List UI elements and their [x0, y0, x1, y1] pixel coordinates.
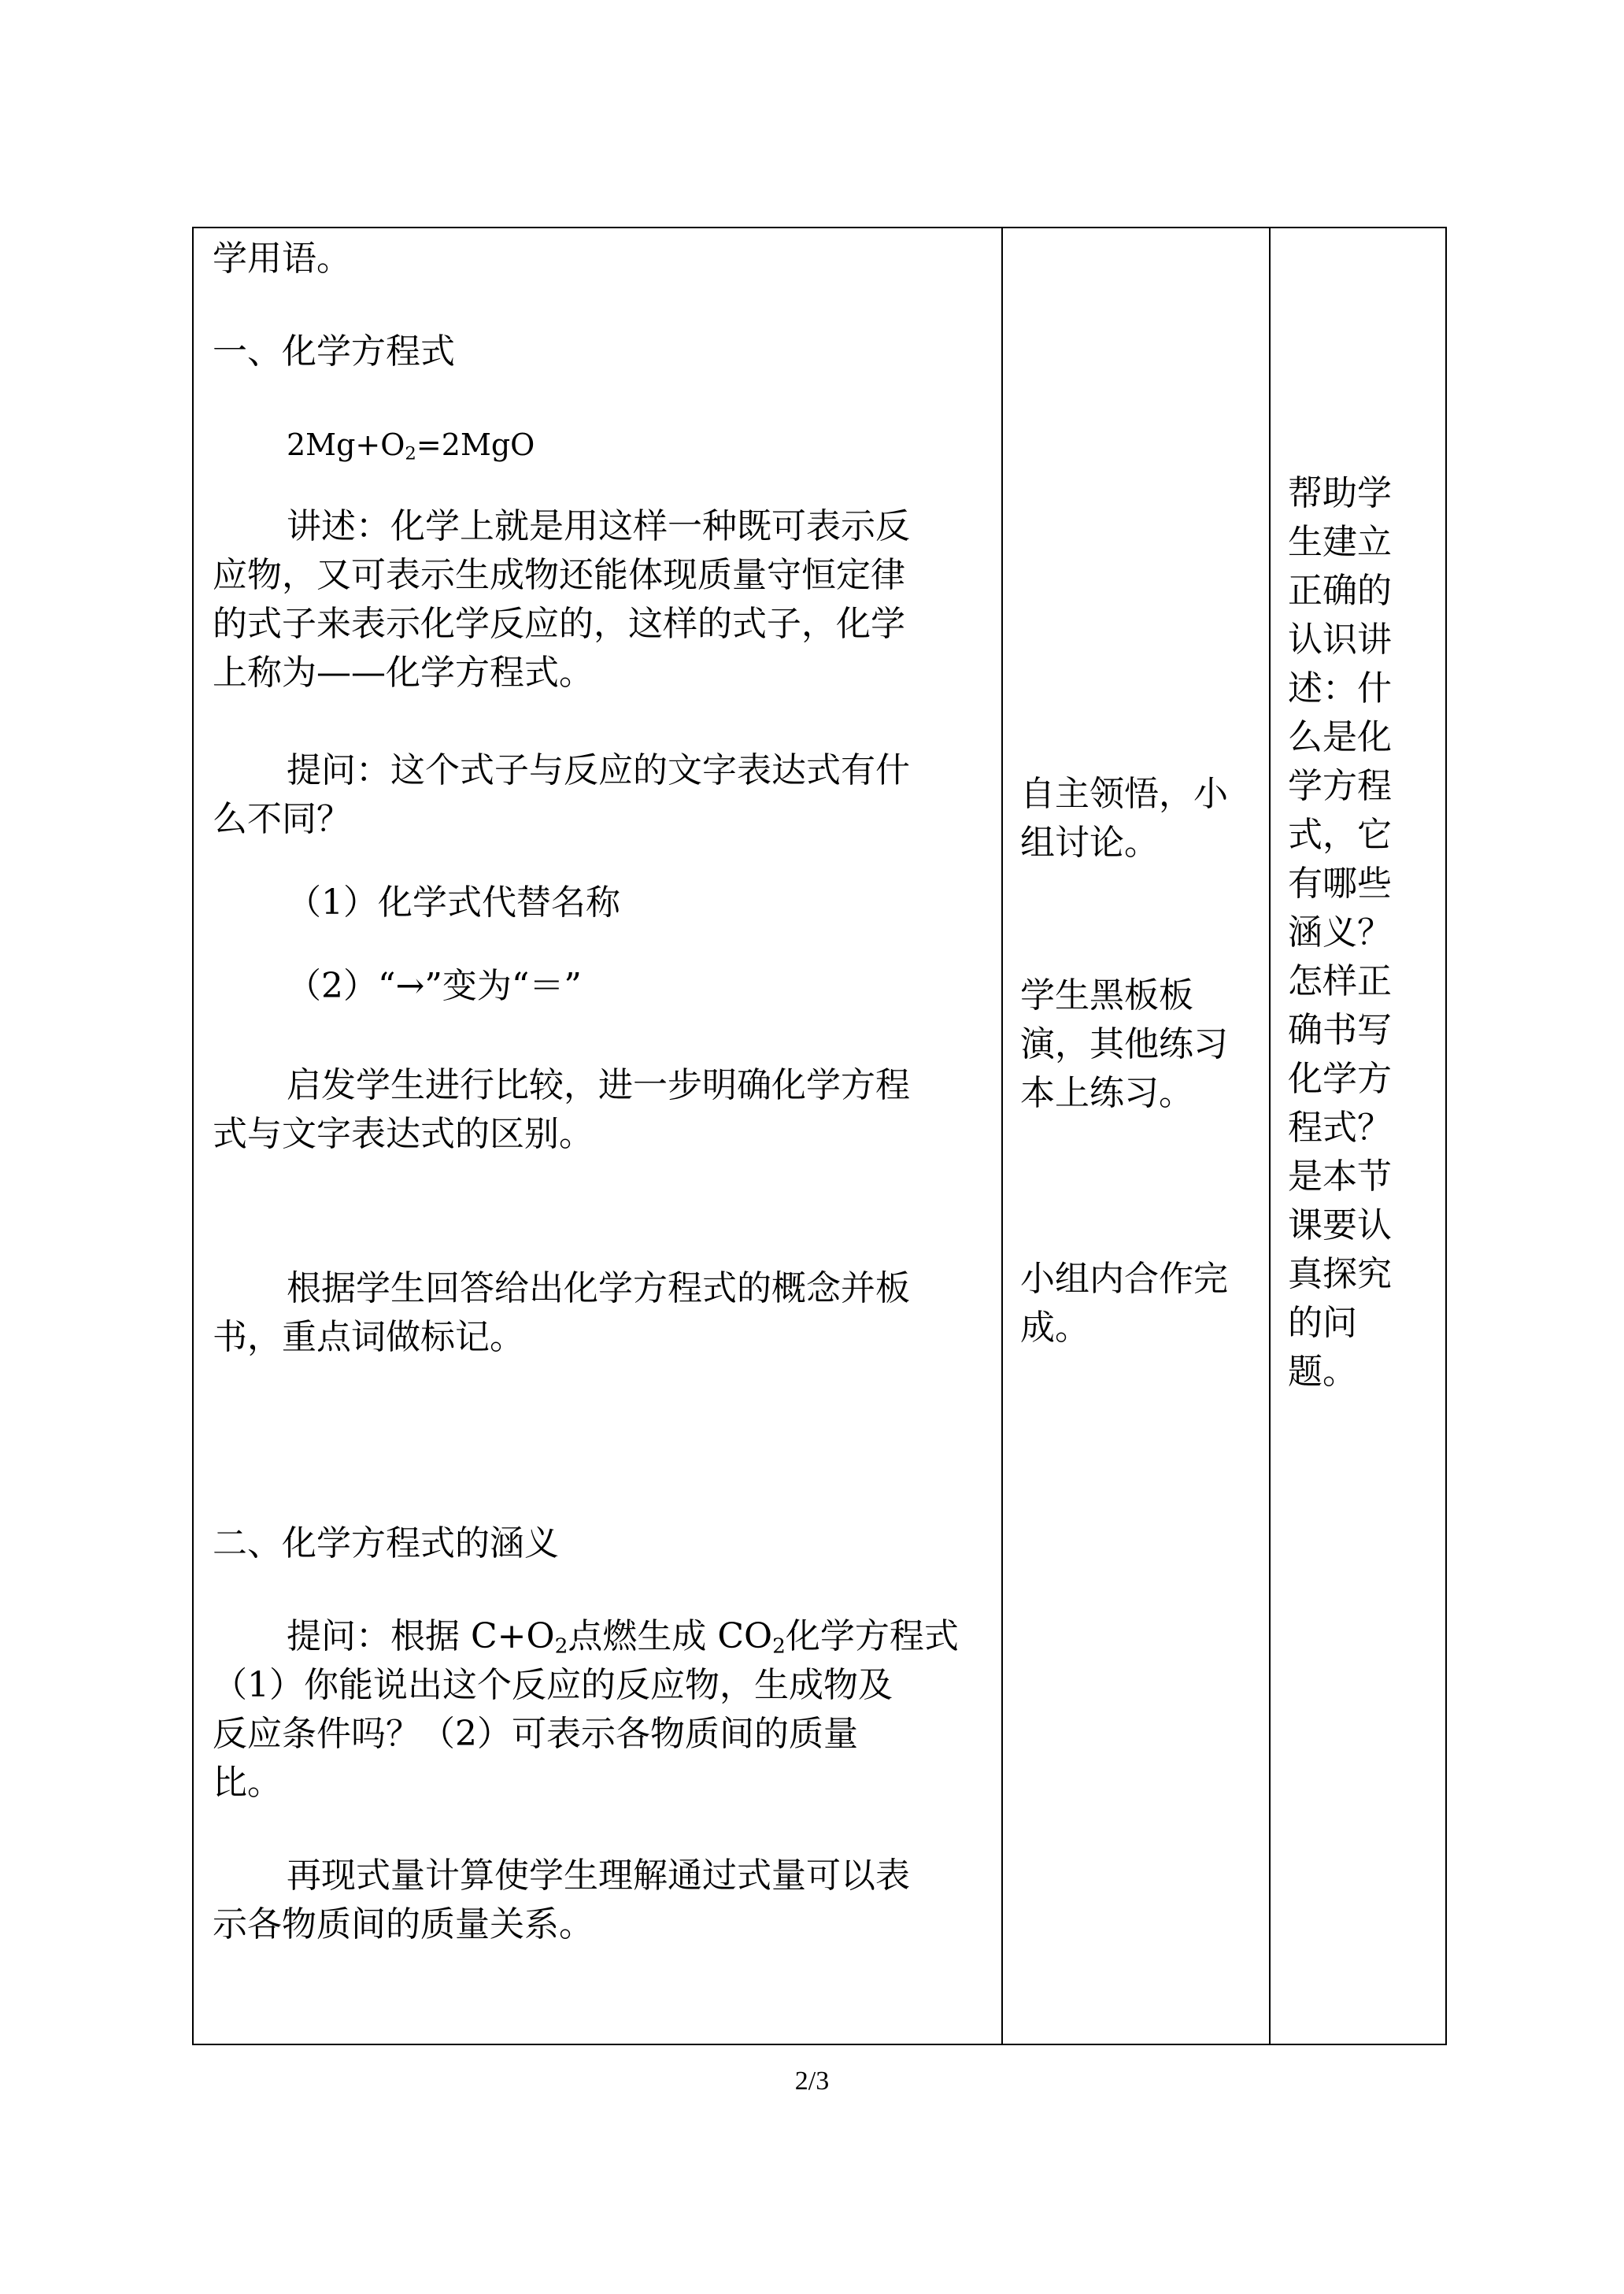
point-2: （2）“→”变为“＝” — [287, 966, 582, 1006]
point-1: （1）化学式代替名称 — [287, 882, 620, 923]
section-title-chemical-equation: 一、化学方程式 — [213, 331, 455, 372]
design-intent-column: 帮助学 生建立 正确的 认识讲 述：什 么是化 学方程 式，它 有哪些 涵义？ 怎样正 确书写 化学方 程式？ 是本节 课要认 真探究 的问 题。 — [1288, 473, 1392, 1392]
equation-mg-o2: $2Mg+O_2=2MgO$ — [287, 427, 535, 464]
continued-text: 学用语。 — [213, 239, 351, 279]
student-activity-column: 自主领悟，小 组讨论。 学生黑板板 演，其他练习 本上练习。 小组内合作完 成。 — [1020, 774, 1228, 1348]
lesson-table — [192, 227, 1447, 2045]
page-number: 2/3 — [794, 2066, 830, 2096]
section-title-meaning: 二、化学方程式的涵义 — [213, 1523, 559, 1563]
teacher-activity-column: 学用语。 一、化学方程式 $2Mg+O_2=2MgO$ 讲述：化学上就是用这样一种既可表示反 应物，又可表示生成物还能体现质量守恒定律 的式子来表示化学反应的，这样的式子，化学 上称为——化学方程式。 提问：这个式子与反应的文字表达式有什 么不同？ （1）化学式代替名称 （2）“→”变为“＝” 启发学生进行比较，进一步明确化学方程 式与文字表达式的区别。 根据学生回答给出化学方程式的概念并板 书，重点词做标记。 二、化学方程式的涵义 提问：根据 $C+O_2$点燃生成 $CO_2$化学方程式 （1）你能说出这个反应的反应物，生成物及 反应条件吗？（2）可表示各物质间的质量 比。 再现式量计算使学生理解通过式量可以表 示各物质间的质量关系。 — [194, 228, 1001, 2044]
